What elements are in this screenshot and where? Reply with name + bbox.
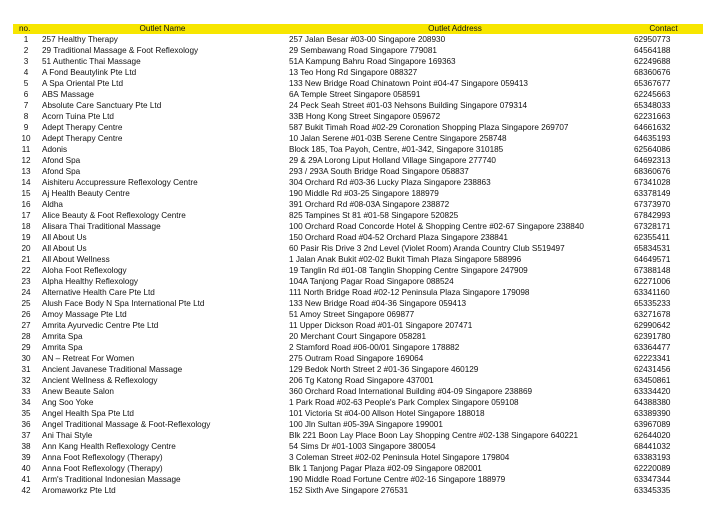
row-number: 22 [21, 266, 31, 275]
header-outlet-address: Outlet Address [286, 24, 624, 34]
outlet-address: 150 Orchard Road #04-52 Orchard Plaza Singapore 238841 [289, 233, 508, 242]
contact-number: 64564188 [634, 46, 671, 55]
outlet-name: Ann Kang Health Reflexology Centre [42, 442, 176, 451]
contact-number: 64388380 [634, 398, 671, 407]
outlet-name: Amrita Spa [42, 332, 83, 341]
outlet-name: Alisara Thai Traditional Massage [42, 222, 161, 231]
contact-number: 63345335 [634, 486, 671, 495]
contact-number: 68360676 [634, 68, 671, 77]
row-number: 33 [21, 387, 31, 396]
row-number: 38 [21, 442, 31, 451]
header-contact: Contact [624, 24, 703, 34]
outlet-name: Aromaworkz Pte Ltd [42, 486, 116, 495]
contact-number: 67328171 [634, 222, 671, 231]
outlet-name: Afond Spa [42, 156, 81, 165]
contact-number: 63334420 [634, 387, 671, 396]
table-row [13, 298, 703, 309]
contact-number: 62271006 [634, 277, 671, 286]
outlet-name: A Spa Oriental Pte Ltd [42, 79, 124, 88]
outlet-name: Adonis [42, 145, 68, 154]
row-number: 17 [21, 211, 31, 220]
outlet-name: Alternative Health Care Pte Ltd [42, 288, 155, 297]
table-row [13, 155, 703, 166]
table-row [13, 221, 703, 232]
outlet-address: 51A Kampung Bahru Road Singapore 169363 [289, 57, 456, 66]
table-row [13, 386, 703, 397]
contact-number: 62355411 [634, 233, 670, 242]
row-number: 2 [23, 46, 29, 55]
outlet-address: 51 Amoy Street Singapore 069877 [289, 310, 415, 319]
contact-number: 62249688 [634, 57, 671, 66]
contact-number: 62231663 [634, 112, 671, 121]
contact-number: 64661632 [634, 123, 671, 132]
outlet-name: Amoy Massage Pte Ltd [42, 310, 127, 319]
outlet-address: 1 Jalan Anak Bukit #02-02 Bukit Timah Plaza Singapore 588996 [289, 255, 522, 264]
row-number: 7 [23, 101, 29, 110]
contact-number: 62990642 [634, 321, 671, 330]
row-number: 4 [23, 68, 29, 77]
outlet-address: 54 Sims Dr #01-1003 Singapore 380054 [289, 442, 436, 451]
table-row [13, 188, 703, 199]
outlet-name: Arm's Traditional Indonesian Massage [42, 475, 181, 484]
outlet-name: Amrita Spa [42, 343, 83, 352]
row-number: 36 [21, 420, 31, 429]
outlet-name: A Fond Beautylink Pte Ltd [42, 68, 137, 77]
outlet-name: Absolute Care Sanctuary Pte Ltd [42, 101, 162, 110]
contact-number: 62391780 [634, 332, 671, 341]
row-number: 24 [21, 288, 31, 297]
row-number: 35 [21, 409, 31, 418]
outlet-name: ABS Massage [42, 90, 94, 99]
row-number: 31 [21, 365, 31, 374]
contact-number: 67842993 [634, 211, 671, 220]
outlet-address: 825 Tampines St 81 #01-58 Singapore 520825 [289, 211, 459, 220]
outlet-name: Amrita Ayurvedic Centre Pte Ltd [42, 321, 159, 330]
row-number: 1 [23, 35, 29, 44]
contact-number: 64635193 [634, 134, 671, 143]
table-row [13, 342, 703, 353]
table-row [13, 144, 703, 155]
outlet-address: 133 New Bridge Road Chinatown Point #04-47 Singapore 059413 [289, 79, 528, 88]
table-row [13, 210, 703, 221]
outlet-address: 11 Upper Dickson Road #01-01 Singapore 207471 [289, 321, 473, 330]
row-number: 37 [21, 431, 31, 440]
contact-number: 67373970 [634, 200, 671, 209]
outlet-address: 1 Park Road #02-63 People's Park Complex Singapore 059108 [289, 398, 519, 407]
outlet-address: Blk 221 Boon Lay Place Boon Lay Shopping Centre #02-138 Singapore 640221 [289, 431, 579, 440]
outlet-address: 129 Bedok North Street 2 #01-36 Singapore 460129 [289, 365, 479, 374]
outlet-name: Alush Face Body N Spa International Pte Ltd [42, 299, 205, 308]
contact-number: 63967089 [634, 420, 671, 429]
outlet-address: 19 Tanglin Rd #01-08 Tanglin Shopping Centre Singapore 247909 [289, 266, 528, 275]
row-number: 8 [23, 112, 29, 121]
contact-number: 64692313 [634, 156, 671, 165]
outlet-address: 2 Stamford Road #06-00/01 Singapore 178882 [289, 343, 460, 352]
row-number: 10 [21, 134, 31, 143]
table-row [13, 111, 703, 122]
table-row [13, 133, 703, 144]
table-row [13, 463, 703, 474]
table-row [13, 254, 703, 265]
row-number: 20 [21, 244, 31, 253]
outlet-address: 104A Tanjong Pagar Road Singapore 088524 [289, 277, 454, 286]
outlet-name: Ancient Wellness & Reflexology [42, 376, 158, 385]
contact-number: 63271678 [634, 310, 671, 319]
outlet-name: All About Wellness [42, 255, 110, 264]
outlet-address: Block 185, Toa Payoh, Centre, #01-342, Singapore 310185 [289, 145, 504, 154]
contact-number: 62950773 [634, 35, 671, 44]
outlet-address: 60 Pasir Ris Drive 3 2nd Level (Violet Room) Aranda Country Club S519497 [289, 244, 565, 253]
contact-number: 63378149 [634, 189, 671, 198]
table-row [13, 309, 703, 320]
table-row [13, 474, 703, 485]
outlet-address: 101 Victoria St #04-00 Allson Hotel Singapore 188018 [289, 409, 485, 418]
table-row [13, 320, 703, 331]
outlet-name: Ancient Javanese Traditional Massage [42, 365, 183, 374]
contact-number: 62245663 [634, 90, 671, 99]
contact-number: 65348033 [634, 101, 671, 110]
outlet-address: 587 Bukit Timah Road #02-29 Coronation Shopping Plaza Singapore 269707 [289, 123, 569, 132]
outlet-name: Angel Traditional Massage & Foot-Reflexology [42, 420, 211, 429]
outlet-address: 304 Orchard Rd #03-36 Lucky Plaza Singapore 238863 [289, 178, 491, 187]
contact-number: 63383193 [634, 453, 671, 462]
contact-number: 68441032 [634, 442, 671, 451]
table-row [13, 397, 703, 408]
row-number: 3 [23, 57, 29, 66]
row-number: 5 [23, 79, 29, 88]
outlet-name: Afond Spa [42, 167, 81, 176]
outlet-name: Angel Health Spa Pte Ltd [42, 409, 134, 418]
outlet-name: Adept Therapy Centre [42, 134, 123, 143]
table-row [13, 177, 703, 188]
outlet-address: 190 Middle Road Fortune Centre #02-16 Singapore 188979 [289, 475, 506, 484]
row-number: 41 [21, 475, 31, 484]
table-row [13, 232, 703, 243]
outlet-name: Alice Beauty & Foot Reflexology Centre [42, 211, 186, 220]
outlet-name: All About Us [42, 244, 87, 253]
outlet-name: 257 Healthy Therapy [42, 35, 118, 44]
outlet-address: Blk 1 Tanjong Pagar Plaza #02-09 Singapore 082001 [289, 464, 482, 473]
contact-number: 63389390 [634, 409, 671, 418]
row-number: 34 [21, 398, 31, 407]
contact-number: 65335233 [634, 299, 671, 308]
outlet-address: 257 Jalan Besar #03-00 Singapore 208930 [289, 35, 446, 44]
table-row [13, 452, 703, 463]
row-number: 6 [23, 90, 29, 99]
row-number: 25 [21, 299, 31, 308]
outlet-address: 152 Sixth Ave Singapore 276531 [289, 486, 409, 495]
outlet-address: 29 & 29A Lorong Liput Holland Village Singapore 277740 [289, 156, 496, 165]
table-body [13, 34, 703, 496]
row-number: 29 [21, 343, 31, 352]
table-row [13, 199, 703, 210]
header-outlet-name: Outlet Name [39, 24, 286, 34]
row-number: 40 [21, 464, 31, 473]
table-row [13, 353, 703, 364]
outlet-name: 51 Authentic Thai Massage [42, 57, 141, 66]
table-row [13, 67, 703, 78]
row-number: 12 [21, 156, 31, 165]
header-row [13, 24, 703, 34]
contact-number: 64649571 [634, 255, 671, 264]
row-number: 9 [23, 123, 29, 132]
contact-number: 63341160 [634, 288, 670, 297]
row-number: 32 [21, 376, 31, 385]
table-row [13, 100, 703, 111]
outlet-address: 13 Teo Hong Rd Singapore 088327 [289, 68, 418, 77]
outlet-name: Aloha Foot Reflexology [42, 266, 127, 275]
outlet-address: 20 Merchant Court Singapore 058281 [289, 332, 427, 341]
outlet-name: Ang Soo Yoke [42, 398, 94, 407]
row-number: 19 [21, 233, 31, 242]
outlet-name: Anna Foot Reflexology (Therapy) [42, 464, 163, 473]
outlet-table [13, 24, 703, 496]
table-row [13, 375, 703, 386]
table-row [13, 78, 703, 89]
table-row [13, 408, 703, 419]
table-row [13, 56, 703, 67]
table-row [13, 89, 703, 100]
row-number: 18 [21, 222, 31, 231]
contact-number: 67388148 [634, 266, 671, 275]
row-number: 15 [21, 189, 31, 198]
outlet-address: 206 Tg Katong Road Singapore 437001 [289, 376, 434, 385]
outlet-name: Aj Health Beauty Centre [42, 189, 130, 198]
table-row [13, 276, 703, 287]
row-number: 13 [21, 167, 31, 176]
contact-number: 67341028 [634, 178, 671, 187]
contact-number: 62431456 [634, 365, 671, 374]
contact-number: 65367677 [634, 79, 671, 88]
outlet-name: 29 Traditional Massage & Foot Reflexology [42, 46, 199, 55]
outlet-name: Acorn Tuina Pte Ltd [42, 112, 114, 121]
outlet-name: Alpha Healthy Reflexology [42, 277, 139, 286]
contact-number: 62564086 [634, 145, 671, 154]
table-row [13, 45, 703, 56]
header-no: no. [13, 24, 39, 34]
row-number: 39 [21, 453, 31, 462]
outlet-address: 293 / 293A South Bridge Road Singapore 058837 [289, 167, 469, 176]
outlet-address: 133 New Bridge Road #04-36 Singapore 059413 [289, 299, 467, 308]
contact-number: 62220089 [634, 464, 671, 473]
outlet-address: 360 Orchard Road International Building #04-09 Singapore 238869 [289, 387, 533, 396]
table-row [13, 122, 703, 133]
row-number: 27 [21, 321, 31, 330]
row-number: 14 [21, 178, 31, 187]
outlet-name: All About Us [42, 233, 87, 242]
outlet-name: Aishiteru Accupressure Reflexology Centre [42, 178, 198, 187]
outlet-address: 6A Temple Street Singapore 058591 [289, 90, 421, 99]
table-row [13, 265, 703, 276]
row-number: 11 [21, 145, 31, 154]
outlet-address: 100 Orchard Road Concorde Hotel & Shopping Centre #02-67 Singapore 238840 [289, 222, 584, 231]
outlet-address: 391 Orchard Rd #08-03A Singapore 238872 [289, 200, 450, 209]
outlet-address: 190 Middle Rd #03-25 Singapore 188979 [289, 189, 439, 198]
contact-number: 62223341 [634, 354, 671, 363]
table-row [13, 34, 703, 45]
outlet-address: 24 Peck Seah Street #01-03 Nehsons Building Singapore 079314 [289, 101, 528, 110]
outlet-address: 100 Jln Sultan #05-39A Singapore 199001 [289, 420, 443, 429]
contact-number: 63347344 [634, 475, 671, 484]
table-row [13, 419, 703, 430]
row-number: 21 [21, 255, 31, 264]
outlet-address: 275 Outram Road Singapore 169064 [289, 354, 424, 363]
contact-number: 63364477 [634, 343, 671, 352]
row-number: 30 [21, 354, 31, 363]
table-row [13, 441, 703, 452]
table-row [13, 166, 703, 177]
table-row [13, 243, 703, 254]
outlet-address: 111 North Bridge Road #02-12 Peninsula Plaza Singapore 179098 [289, 288, 530, 297]
contact-number: 63450861 [634, 376, 671, 385]
outlet-address: 29 Sembawang Road Singapore 779081 [289, 46, 437, 55]
outlet-address: 3 Coleman Street #02-02 Peninsula Hotel Singapore 179804 [289, 453, 510, 462]
outlet-name: Adept Therapy Centre [42, 123, 123, 132]
table-row [13, 287, 703, 298]
row-number: 42 [21, 486, 31, 495]
table-row [13, 364, 703, 375]
row-number: 16 [21, 200, 31, 209]
outlet-name: Anew Beaute Salon [42, 387, 114, 396]
outlet-name: AN – Retreat For Women [42, 354, 135, 363]
outlet-name: Anna Foot Reflexology (Therapy) [42, 453, 163, 462]
contact-number: 68360676 [634, 167, 671, 176]
table-row [13, 331, 703, 342]
contact-number: 65834531 [634, 244, 671, 253]
table-row [13, 485, 703, 496]
outlet-name: Aldha [42, 200, 63, 209]
row-number: 26 [21, 310, 31, 319]
contact-number: 62644020 [634, 431, 671, 440]
outlet-name: Ani Thai Style [42, 431, 93, 440]
outlet-address: 10 Jalan Serene #01-03B Serene Centre Singapore 258748 [289, 134, 507, 143]
table-row [13, 430, 703, 441]
row-number: 23 [21, 277, 31, 286]
outlet-address: 33B Hong Kong Street Singapore 059672 [289, 112, 441, 121]
row-number: 28 [21, 332, 31, 341]
